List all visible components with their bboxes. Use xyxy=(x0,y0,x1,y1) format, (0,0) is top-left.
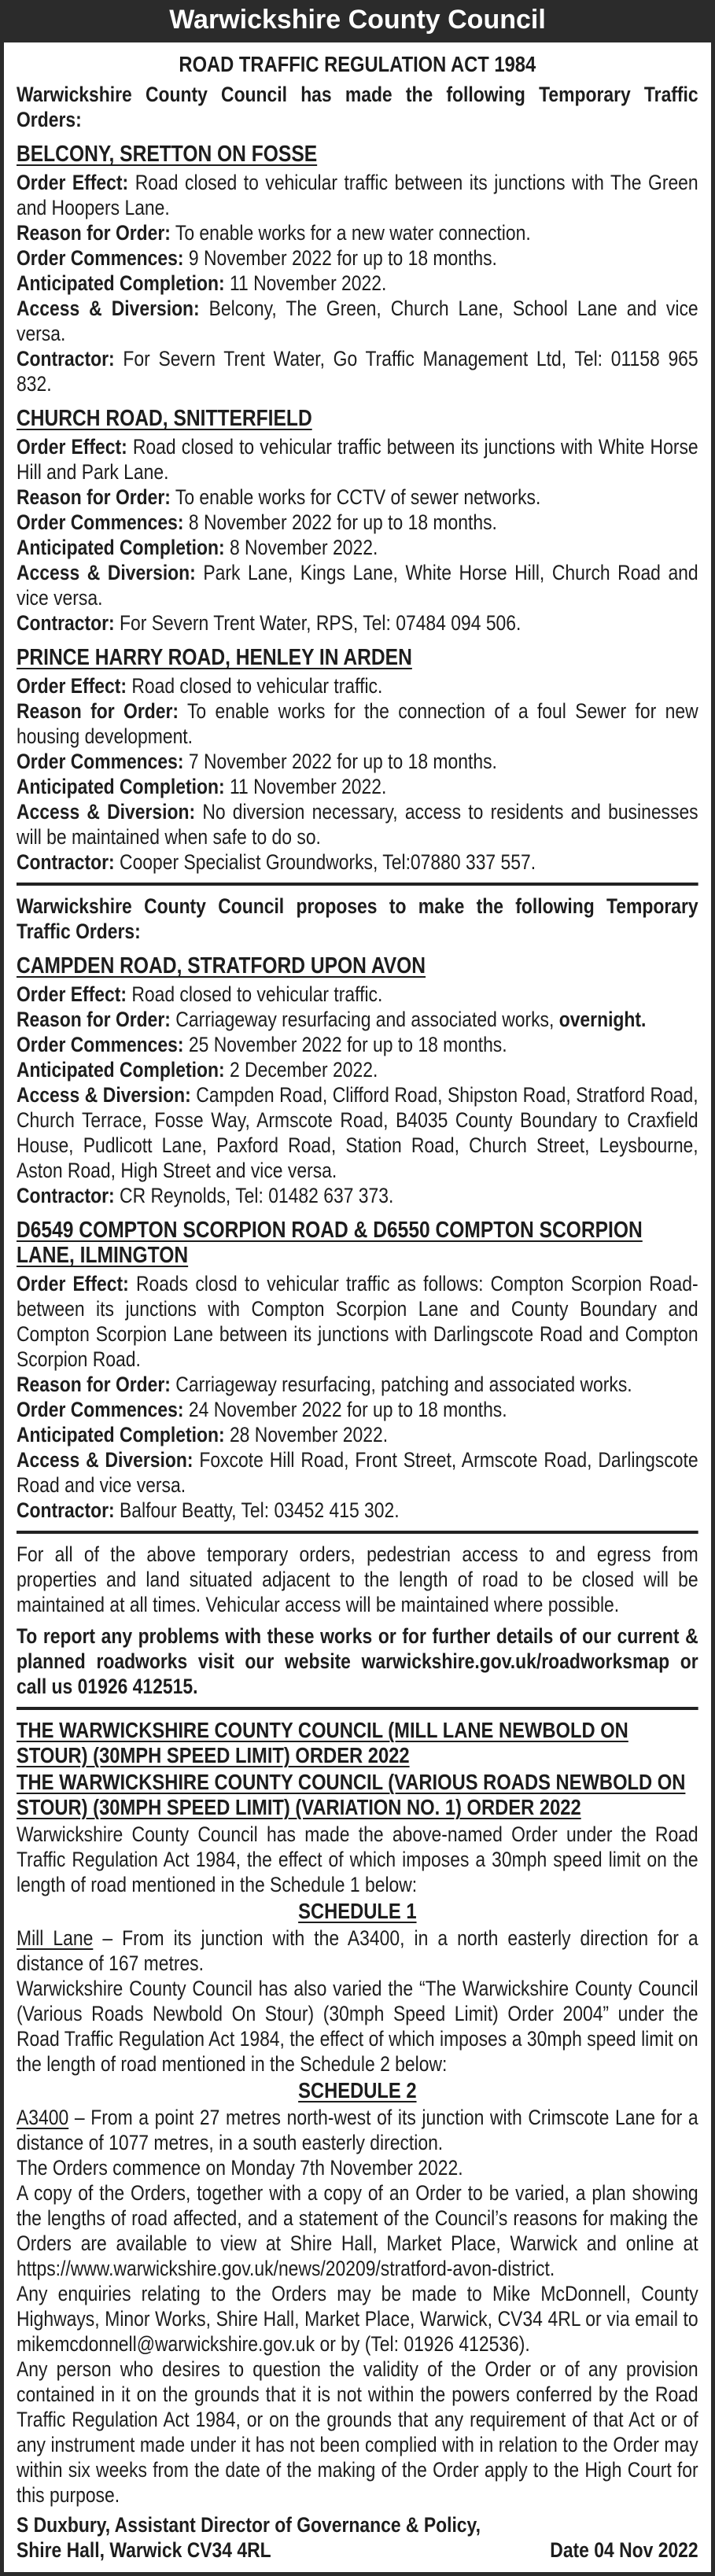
notice-frame xyxy=(0,42,715,2576)
section-divider xyxy=(17,1531,698,1534)
commences-value: 8 November 2022 for up to 18 months. xyxy=(188,510,497,534)
reason-line xyxy=(17,220,698,245)
schedule-1-heading: SCHEDULE 1 xyxy=(298,1899,417,1923)
completion-value: 8 November 2022. xyxy=(229,536,378,559)
order-effect-label: Order Effect: xyxy=(17,171,129,194)
contractor-line xyxy=(17,610,698,636)
completion-label: Anticipated Completion: xyxy=(17,1058,225,1082)
completion-line xyxy=(17,271,698,296)
order-effect-line xyxy=(17,1271,698,1372)
council-masthead xyxy=(0,0,715,42)
access-line xyxy=(17,1447,698,1498)
contractor-label: Contractor: xyxy=(17,1498,115,1522)
completion-line xyxy=(17,535,698,560)
order-effect-label: Order Effect: xyxy=(17,674,127,698)
reason-value: To enable works for the connection of a foul Sewer for new housing development. xyxy=(17,699,698,748)
order-effect-value: Road closed to vehicular traffic. xyxy=(131,674,383,698)
schedule-1-road-name: Mill Lane xyxy=(17,1926,94,1950)
order-effect-line xyxy=(17,982,698,1007)
schedule-2-heading: SCHEDULE 2 xyxy=(298,2078,417,2102)
act-title: ROAD TRAFFIC REGULATION ACT 1984 xyxy=(179,52,536,76)
schedule-2-entry xyxy=(17,2105,698,2155)
commences-value: 25 November 2022 for up to 18 months. xyxy=(188,1033,507,1056)
reason-value: Carriageway resurfacing and associated works, xyxy=(175,1008,555,1031)
signatory-address: Shire Hall, Warwick CV34 4RL xyxy=(17,2538,271,2562)
commences-value: 24 November 2022 for up to 18 months. xyxy=(188,1398,507,1421)
reason-value: Carriageway resurfacing, patching and associated works. xyxy=(175,1373,632,1396)
reason-value: To enable works for CCTV of sewer networks. xyxy=(175,485,541,509)
reason-line xyxy=(17,485,698,510)
reason-line xyxy=(17,698,698,749)
commences-line xyxy=(17,1032,698,1057)
access-line xyxy=(17,296,698,346)
reason-label: Reason for Order: xyxy=(17,485,171,509)
access-value: Belcony, The Green, Church Lane, School Lane and vice versa. xyxy=(17,297,698,345)
validity-challenge-paragraph: Any person who desires to question the validity of the Order or of any provision contained in it on the grounds that it is not within the powers conferred by the Road Traffic Regulation Act 1984, or on the grounds that any requirement of that Act or of any instrument made under it has not been complied with in relation to the Order may within six weeks from the date of the making of the Order apply to the High Court for this purpose. xyxy=(17,2357,698,2507)
masthead-title: Warwickshire County Council xyxy=(169,5,546,35)
contractor-value: For Severn Trent Water, Go Traffic Management Ltd, Tel: 01158 965 832. xyxy=(17,347,698,396)
access-value: Campden Road, Clifford Road, Shipston Road, Stratford Road, Church Terrace, Fosse Way, Armscote Road, B4035 County Boundary to Craxfield House, Pudlicott Lane, Paxford Road, Station Road, Church Street, Leysbourne, Aston Road, High Street and vice versa. xyxy=(17,1083,698,1182)
order-effect-line xyxy=(17,170,698,220)
order-title: D6549 COMPTON SCORPION ROAD & D6550 COMPTON SCORPION LANE, ILMINGTON xyxy=(17,1218,643,1268)
completion-label: Anticipated Completion: xyxy=(17,271,225,295)
completion-label: Anticipated Completion: xyxy=(17,775,225,798)
order-title: CAMPDEN ROAD, STRATFORD UPON AVON xyxy=(17,953,426,978)
commences-label: Order Commences: xyxy=(17,1398,184,1421)
signatory-name-line: S Duxbury, Assistant Director of Governance & Policy, xyxy=(17,2513,481,2537)
access-line xyxy=(17,560,698,610)
speed-order-title-various-roads: THE WARWICKSHIRE COUNTY COUNCIL (VARIOUS ROADS NEWBOLD ON STOUR) (30MPH SPEED LIMIT) (VARIATION NO. 1) ORDER 2022 xyxy=(17,1770,686,1819)
commences-value: 7 November 2022 for up to 18 months. xyxy=(188,750,497,773)
speed-order-title-mill-lane: THE WARWICKSHIRE COUNTY COUNCIL (MILL LANE NEWBOLD ON STOUR) (30MPH SPEED LIMIT) ORDER 2022 xyxy=(17,1718,628,1767)
reason-label: Reason for Order: xyxy=(17,1008,171,1031)
order-effect-value: Road closed to vehicular traffic. xyxy=(131,982,383,1006)
schedule-2-road-name: A3400 xyxy=(17,2106,69,2129)
order-effect-value: Roads closd to vehicular traffic as follows: Compton Scorpion Road-between its junctions with Compton Scorpion Lane and County Boundary and Compton Scorpion Lane between its junctions with Darlingscote Road and Compton Scorpion Road. xyxy=(17,1272,698,1371)
completion-line xyxy=(17,1057,698,1082)
schedule-1-entry xyxy=(17,1926,698,1976)
access-value: Park Lane, Kings Lane, White Horse Hill, Church Road and vice versa. xyxy=(17,561,698,610)
contractor-line xyxy=(17,1183,698,1208)
general-note-paragraph: For all of the above temporary orders, pedestrian access to and egress from properties and land situated adjacent to the length of road to be closed will be maintained at all times. Vehicular access will be maintained where possible. xyxy=(17,1542,698,1616)
reason-label: Reason for Order: xyxy=(17,1373,171,1396)
order-effect-line xyxy=(17,673,698,698)
order-effect-value: Road closed to vehicular traffic between its junctions with The Green and Hoopers Lane. xyxy=(17,171,698,219)
access-value: No diversion necessary, access to residents and businesses will be maintained when safe to do so. xyxy=(17,800,698,849)
completion-value: 11 November 2022. xyxy=(229,775,387,798)
notice-body xyxy=(17,52,698,2563)
contractor-label: Contractor: xyxy=(17,347,115,370)
commences-label: Order Commences: xyxy=(17,246,184,270)
contractor-value: Balfour Beatty, Tel: 03452 415 302. xyxy=(120,1498,400,1522)
speed-order-varied-paragraph: Warwickshire County Council has also varied the “The Warwickshire County Council (Various Roads Newbold On Stour) (30mph Speed Limit) Order 2004” under the Road Traffic Regulation Act 1984, the effect of which imposes a 30mph speed limit on the length of road mentioned in the Schedule 2 below: xyxy=(17,1977,698,2076)
completion-value: 11 November 2022. xyxy=(229,271,387,295)
access-label: Access & Diversion: xyxy=(17,1083,191,1107)
section-divider xyxy=(17,1707,698,1710)
access-label: Access & Diversion: xyxy=(17,297,200,320)
order-effect-label: Order Effect: xyxy=(17,1272,129,1295)
report-note-paragraph: To report any problems with these works or for further details of our current & planned roadworks visit our website warwickshire.gov.uk/roadworksmap or call us 01926 412515. xyxy=(17,1624,698,1698)
schedule-2-description: – From a point 27 metres north-west of its junction with Crimscote Lane for a distance of 1077 metres, in a south easterly direction. xyxy=(17,2106,698,2154)
order-title: PRINCE HARRY ROAD, HENLEY IN ARDEN xyxy=(17,645,412,670)
order-title: CHURCH ROAD, SNITTERFIELD xyxy=(17,406,312,431)
contractor-line xyxy=(17,346,698,396)
speed-order-made-paragraph: Warwickshire County Council has made the above-named Order under the Road Traffic Regulation Act 1984, the effect of which imposes a 30mph speed limit on the length of road mentioned in the Schedule 1 below: xyxy=(17,1822,698,1896)
reason-label: Reason for Order: xyxy=(17,221,171,245)
intro-proposed-paragraph: Warwickshire County Council proposes to make the following Temporary Traffic Orders: xyxy=(17,894,698,943)
completion-value: 2 December 2022. xyxy=(229,1058,378,1082)
commences-value: 9 November 2022 for up to 18 months. xyxy=(188,246,497,270)
order-belcony xyxy=(17,142,698,396)
commences-line xyxy=(17,245,698,271)
order-effect-value: Road closed to vehicular traffic between its junctions with White Horse Hill and Park Lane. xyxy=(17,435,698,484)
contractor-line xyxy=(17,1498,698,1523)
commences-label: Order Commences: xyxy=(17,510,184,534)
contractor-value: CR Reynolds, Tel: 01482 637 373. xyxy=(120,1184,394,1207)
completion-label: Anticipated Completion: xyxy=(17,536,225,559)
commences-label: Order Commences: xyxy=(17,1033,184,1056)
contractor-value: For Severn Trent Water, RPS, Tel: 07484 094 506. xyxy=(120,611,522,635)
contractor-value: Cooper Specialist Groundworks, Tel:07880 337 557. xyxy=(120,850,536,874)
intro-made-paragraph: Warwickshire County Council has made the following Temporary Traffic Orders: xyxy=(17,83,698,131)
commences-line xyxy=(17,1397,698,1422)
signature-row xyxy=(17,2537,698,2563)
access-value: Foxcote Hill Road, Front Street, Armscote Road, Darlingscote Road and vice versa. xyxy=(17,1448,698,1497)
access-label: Access & Diversion: xyxy=(17,1448,193,1472)
order-campden-road xyxy=(17,953,698,1208)
commences-line xyxy=(17,749,698,774)
completion-line xyxy=(17,774,698,799)
completion-line xyxy=(17,1422,698,1447)
contractor-label: Contractor: xyxy=(17,1184,115,1207)
access-label: Access & Diversion: xyxy=(17,561,196,584)
copy-inspection-paragraph: A copy of the Orders, together with a copy of an Order to be varied, a plan showing the lengths of road affected, and a statement of the Council’s reasons for making the Orders are available to view at Shire Hall, Market Place, Warwick and online at https://www.warwickshire.gov.uk/news/20209/stratford-avon-district. xyxy=(17,2181,698,2280)
order-title: BELCONY, SRETTON ON FOSSE xyxy=(17,142,318,167)
completion-label: Anticipated Completion: xyxy=(17,1423,225,1446)
notice-date: Date 04 Nov 2022 xyxy=(550,2538,698,2562)
reason-value: To enable works for a new water connection. xyxy=(175,221,531,245)
order-effect-line xyxy=(17,434,698,485)
order-prince-harry-road xyxy=(17,645,698,875)
section-divider xyxy=(17,883,698,886)
access-label: Access & Diversion: xyxy=(17,800,196,824)
order-church-road xyxy=(17,406,698,636)
contractor-label: Contractor: xyxy=(17,850,115,874)
order-effect-label: Order Effect: xyxy=(17,982,127,1006)
reason-label: Reason for Order: xyxy=(17,699,179,723)
commences-label: Order Commences: xyxy=(17,750,184,773)
order-effect-label: Order Effect: xyxy=(17,435,127,459)
schedule-1-description: – From its junction with the A3400, in a north easterly direction for a distance of 167 metres. xyxy=(17,1926,698,1975)
contractor-label: Contractor: xyxy=(17,611,115,635)
access-line xyxy=(17,799,698,849)
order-compton-scorpion xyxy=(17,1218,698,1523)
contractor-line xyxy=(17,849,698,875)
reason-bold-suffix: overnight. xyxy=(558,1008,647,1031)
commences-line xyxy=(17,510,698,535)
completion-value: 28 November 2022. xyxy=(229,1423,389,1446)
reason-line xyxy=(17,1007,698,1032)
access-line xyxy=(17,1082,698,1183)
orders-commence-paragraph: The Orders commence on Monday 7th November 2022. xyxy=(17,2156,463,2180)
reason-line xyxy=(17,1372,698,1397)
enquiries-paragraph: Any enquiries relating to the Orders may be made to Mike McDonnell, County Highways, Minor Works, Shire Hall, Market Place, Warwick, CV34 4RL or via email to mikemcdonnell@warwickshire.gov.uk or by (Tel: 01926 412536). xyxy=(17,2282,698,2356)
